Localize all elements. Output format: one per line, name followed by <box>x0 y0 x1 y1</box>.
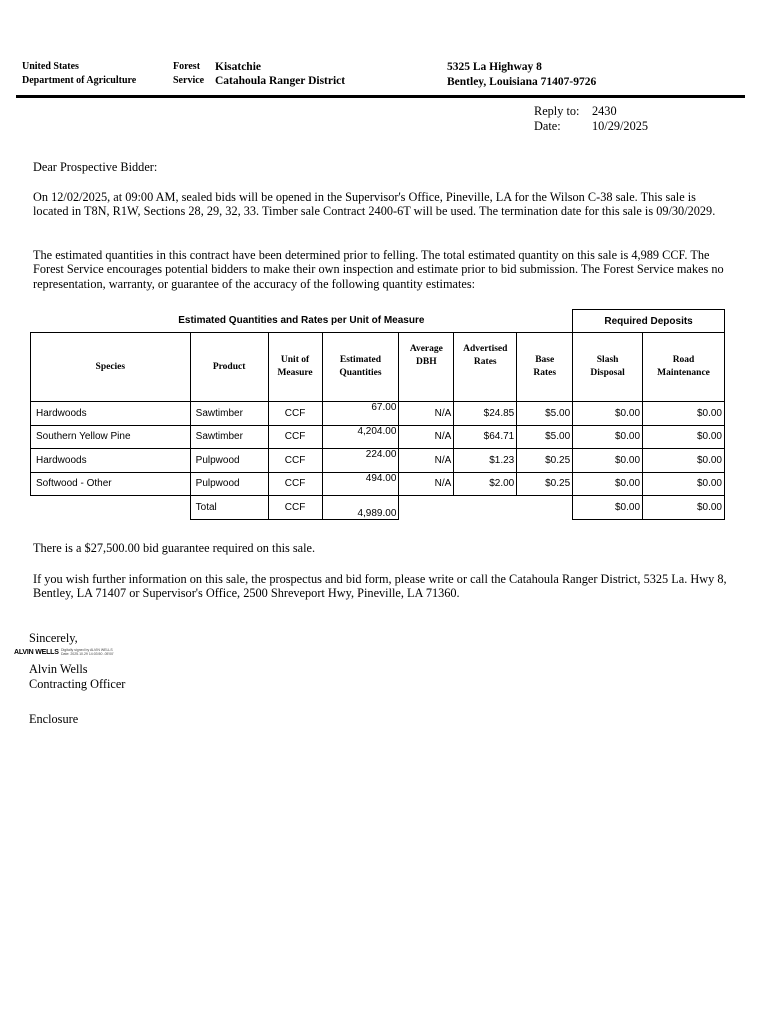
row-species: Hardwoods <box>31 449 191 473</box>
signer-name: Alvin Wells <box>29 662 88 676</box>
row-road-maintenance: $0.00 <box>643 402 725 426</box>
row-base-rate: $0.25 <box>517 449 573 473</box>
row-unit: CCF <box>268 449 322 473</box>
row-road-maintenance: $0.00 <box>643 472 725 496</box>
closing: Sincerely, <box>29 631 78 645</box>
row-slash-disposal: $0.00 <box>573 472 643 496</box>
digital-signature <box>14 648 124 660</box>
date-value: 10/29/2025 <box>592 119 649 133</box>
col-header-species: Species <box>31 333 191 402</box>
col-header-product: Product <box>190 333 268 402</box>
row-advertised-rate: $1.23 <box>454 449 517 473</box>
table-row <box>31 449 725 473</box>
row-product: Pulpwood <box>190 472 268 496</box>
col-header-est-quantities: Estimated Quantities <box>322 333 399 402</box>
paragraph-estimates: The estimated quantities in this contract have been determined prior to felling. The total estimated quantity on this sale is 4,989 CCF. The Forest Service encourages potential bidders to make their own inspection and estimate prior to bid submission. The Forest Service makes no representation, warranty, or guarantee of the accuracy of the following quantity estimates: <box>33 248 724 291</box>
row-product: Sawtimber <box>190 402 268 426</box>
signature-brand: ALVIN WELLS <box>14 649 59 656</box>
letterhead-rule <box>16 95 745 98</box>
row-unit: CCF <box>268 472 322 496</box>
row-product: Sawtimber <box>190 425 268 449</box>
signature-detail-1: Digitally signed by ALVIN WELLS <box>61 648 113 652</box>
reply-to-value: 2430 <box>592 104 617 118</box>
row-unit: CCF <box>268 402 322 426</box>
date-label: Date: <box>534 119 561 133</box>
table-body <box>31 402 725 496</box>
row-quantity: 494.00 <box>322 472 399 496</box>
row-base-rate: $5.00 <box>517 425 573 449</box>
total-quantity: 4,989.00 <box>322 496 399 520</box>
required-deposits-header: Required Deposits <box>573 310 725 333</box>
paragraph-sale-opening: On 12/02/2025, at 09:00 AM, sealed bids will be opened in the Supervisor's Office, Pineville, LA for the Wilson C-38 sale. This sale is located in T8N, R1W, Sections 28, 29, 32, 33. Timber sale Contract 2400-6T will be used. The termination date for this sale is 09/30/2029. <box>33 190 716 219</box>
row-quantity: 67.00 <box>322 402 399 426</box>
estimated-quantities-table <box>30 309 725 520</box>
unit-name-line1: Kisatchie <box>215 61 261 73</box>
row-slash-disposal: $0.00 <box>573 449 643 473</box>
row-species: Softwood - Other <box>31 472 191 496</box>
paragraph-bid-guarantee: There is a $27,500.00 bid guarantee required on this sale. <box>33 541 316 555</box>
total-slash-disposal: $0.00 <box>573 496 643 520</box>
row-advertised-rate: $24.85 <box>454 402 517 426</box>
col-header-unit: Unit of Measure <box>268 333 322 402</box>
row-base-rate: $0.25 <box>517 472 573 496</box>
row-slash-disposal: $0.00 <box>573 425 643 449</box>
signature-detail-2: Date: 2025.10.29 14:03:50 -05'00' <box>61 652 114 656</box>
reply-to-label: Reply to: <box>534 104 580 118</box>
row-product: Pulpwood <box>190 449 268 473</box>
address-line2: Bentley, Louisiana 71407-9726 <box>447 76 597 88</box>
col-header-avg-dbh: Average DBH <box>399 333 454 402</box>
agency-name-line2: Department of Agriculture <box>22 75 137 86</box>
paragraph-contact-info: If you wish further information on this sale, the prospectus and bid form, please write or call the Catahoula Ranger District, 5325 La. Hwy 8, Bentley, LA 71407 or Supervisor's Office, 2500 Shreveport Hwy, Pineville, LA 71360. <box>33 572 727 601</box>
row-road-maintenance: $0.00 <box>643 425 725 449</box>
col-header-base-rates: Base Rates <box>517 333 573 402</box>
total-label: Total <box>190 496 268 520</box>
table-row <box>31 425 725 449</box>
table-row <box>31 472 725 496</box>
signer-title: Contracting Officer <box>29 677 126 691</box>
table-row <box>31 402 725 426</box>
agency-name-line1: United States <box>22 61 79 72</box>
col-header-advertised-rates: Advertised Rates <box>454 333 517 402</box>
row-slash-disposal: $0.00 <box>573 402 643 426</box>
row-unit: CCF <box>268 425 322 449</box>
row-quantity: 224.00 <box>322 449 399 473</box>
total-road-maintenance: $0.00 <box>643 496 725 520</box>
enclosure: Enclosure <box>29 712 79 726</box>
row-road-maintenance: $0.00 <box>643 449 725 473</box>
row-species: Southern Yellow Pine <box>31 425 191 449</box>
total-unit: CCF <box>268 496 322 520</box>
table-title: Estimated Quantities and Rates per Unit of Measure <box>178 315 425 327</box>
row-avg-dbh: N/A <box>399 425 454 449</box>
unit-name-line2: Catahoula Ranger District <box>215 75 346 87</box>
row-quantity: 4,204.00 <box>322 425 399 449</box>
row-advertised-rate: $64.71 <box>454 425 517 449</box>
row-avg-dbh: N/A <box>399 402 454 426</box>
address-line1: 5325 La Highway 8 <box>447 61 542 73</box>
table-total-row <box>31 496 725 520</box>
row-species: Hardwoods <box>31 402 191 426</box>
row-advertised-rate: $2.00 <box>454 472 517 496</box>
row-base-rate: $5.00 <box>517 402 573 426</box>
service-name-line1: Forest <box>173 61 201 72</box>
salutation: Dear Prospective Bidder: <box>33 160 158 174</box>
col-header-slash-disposal: Slash Disposal <box>573 333 643 402</box>
row-avg-dbh: N/A <box>399 449 454 473</box>
row-avg-dbh: N/A <box>399 472 454 496</box>
service-name-line2: Service <box>173 75 205 86</box>
col-header-road-maintenance: Road Maintenance <box>643 333 725 402</box>
